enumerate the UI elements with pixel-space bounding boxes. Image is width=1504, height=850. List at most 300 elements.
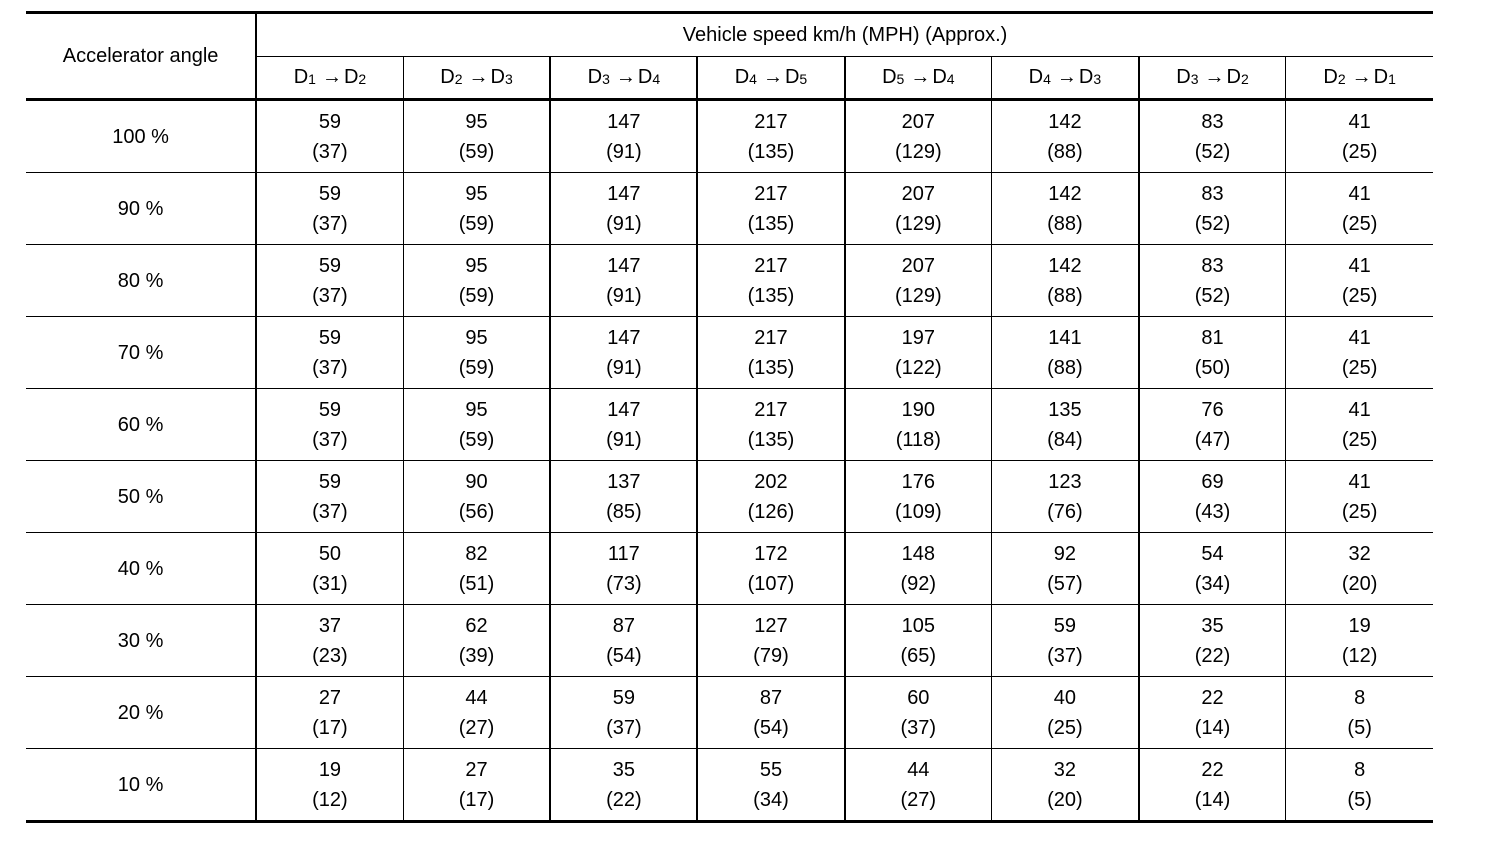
table-row [26,605,1433,677]
speed-kmh: 44 [465,686,488,709]
speed-kmh: 87 [612,614,635,637]
speed-cell [403,461,550,533]
speed-kmh: 37 [318,614,342,637]
table-row [26,461,1433,533]
speed-cell [1139,317,1286,389]
speed-kmh: 8 [1354,758,1366,781]
speed-kmh: 135 [1048,398,1082,421]
speed-cell [1139,245,1286,317]
speed-mph: (14) [1194,716,1231,739]
speed-kmh: 197 [901,326,935,349]
speed-cell [845,605,992,677]
speed-kmh: 172 [754,542,788,565]
shift-arrow: → [910,66,931,89]
shift-to-number: 3 [1093,71,1102,88]
speed-kmh: 87 [759,686,783,709]
shift-to-gear: D [490,66,505,89]
speed-kmh: 142 [1048,110,1082,133]
speed-mph: (135) [747,428,795,451]
speed-mph: (27) [900,788,937,811]
speed-kmh: 217 [754,110,788,133]
speed-mph: (22) [606,788,642,811]
speed-mph: (118) [895,428,941,451]
speed-kmh: 147 [607,182,641,205]
speed-mph: (37) [312,284,348,307]
speed-mph: (25) [1341,500,1378,523]
accelerator-angle-cell: 20 % [26,677,256,749]
table-body [26,100,1433,822]
shift-from-gear: D [587,66,603,89]
accelerator-angle-cell: 50 % [26,461,256,533]
speed-cell [992,245,1139,317]
speed-kmh: 148 [901,542,935,565]
speed-cell [697,245,844,317]
speed-cell [697,749,844,822]
speed-cell [256,245,403,317]
speed-kmh: 207 [901,182,935,205]
speed-kmh: 217 [754,182,788,205]
speed-mph: (135) [747,140,795,163]
speed-cell [992,677,1139,749]
speed-kmh: 22 [1201,758,1224,781]
speed-kmh: 95 [465,182,488,205]
speed-cell [256,749,403,822]
speed-mph: (129) [894,284,942,307]
speed-cell [256,533,403,605]
shift-to-gear: D [343,66,359,89]
speed-mph: (20) [1341,572,1378,595]
shift-to-number: 1 [1388,71,1396,88]
speed-kmh: 40 [1053,686,1077,709]
speed-kmh: 141 [1048,326,1082,349]
speed-cell [697,677,844,749]
speed-kmh: 32 [1348,542,1371,565]
speed-cell [992,389,1139,461]
speed-mph: (85) [606,500,642,523]
speed-cell [550,317,697,389]
speed-kmh: 41 [1348,326,1371,349]
accelerator-angle-cell: 80 % [26,245,256,317]
speed-mph: (107) [747,572,795,595]
speed-cell [697,605,844,677]
shift-header-1 [256,56,403,100]
shift-header-6 [992,56,1139,100]
speed-cell [697,461,844,533]
speed-mph: (135) [747,284,795,307]
speed-kmh: 142 [1048,254,1082,277]
table-row [26,389,1433,461]
speed-mph: (88) [1047,140,1083,163]
shift-arrow: → [1351,66,1372,89]
speed-cell [992,749,1139,822]
speed-cell [697,389,844,461]
shift-to-number: 4 [946,71,955,88]
speed-kmh: 50 [318,542,342,565]
speed-cell [550,461,697,533]
speed-mph: (129) [894,212,942,235]
shift-to-number: 5 [799,71,808,88]
speed-cell [550,173,697,245]
table-row [26,749,1433,822]
speed-kmh: 90 [465,470,488,493]
speed-cell [1286,317,1433,389]
shift-to-number: 3 [504,71,513,88]
speed-mph: (129) [894,140,942,163]
speed-mph: (14) [1194,788,1231,811]
speed-kmh: 59 [318,398,342,421]
speed-cell [845,749,992,822]
speed-cell [697,317,844,389]
speed-mph: (54) [606,644,642,667]
vehicle-speed-header: Vehicle speed km/h (MPH) (Approx.) [256,13,1433,57]
speed-mph: (59) [458,284,495,307]
speed-mph: (91) [606,140,642,163]
speed-mph: (59) [458,212,495,235]
speed-cell [1139,677,1286,749]
speed-kmh: 59 [612,686,635,709]
speed-cell [1286,245,1433,317]
speed-mph: (27) [458,716,495,739]
speed-mph: (79) [753,644,789,667]
table-row [26,245,1433,317]
shift-header-3 [550,56,697,100]
speed-mph: (17) [312,716,348,739]
speed-kmh: 54 [1201,542,1224,565]
shift-from-gear: D [882,66,897,89]
speed-mph: (56) [458,500,495,523]
speed-kmh: 123 [1048,470,1082,493]
accelerator-angle-cell: 70 % [26,317,256,389]
shift-from-gear: D [293,66,309,89]
speed-mph: (57) [1047,572,1083,595]
speed-mph: (91) [606,212,642,235]
speed-cell [256,317,403,389]
accelerator-angle-cell: 40 % [26,533,256,605]
speed-mph: (37) [312,500,348,523]
speed-kmh: 41 [1348,110,1371,133]
accelerator-angle-header: Accelerator angle [26,13,256,100]
speed-kmh: 95 [465,110,488,133]
header-row-top [26,13,1433,57]
speed-mph: (88) [1047,212,1083,235]
speed-mph: (54) [753,716,789,739]
speed-kmh: 190 [901,398,935,421]
shift-from-number: 4 [749,71,757,88]
table-row [26,677,1433,749]
speed-cell [845,100,992,173]
speed-mph: (91) [606,284,642,307]
speed-kmh: 59 [318,254,342,277]
speed-mph: (43) [1194,500,1231,523]
speed-kmh: 62 [465,614,488,637]
speed-mph: (12) [1341,644,1378,667]
speed-kmh: 8 [1354,686,1366,709]
speed-kmh: 83 [1201,110,1224,133]
speed-kmh: 27 [318,686,342,709]
speed-mph: (39) [458,644,495,667]
speed-kmh: 105 [901,614,935,637]
speed-mph: (109) [894,500,942,523]
speed-mph: (37) [900,716,937,739]
speed-cell [256,605,403,677]
speed-kmh: 19 [318,758,342,781]
shift-schedule-table [26,11,1433,823]
speed-kmh: 69 [1201,470,1224,493]
speed-mph: (20) [1047,788,1083,811]
speed-cell [550,533,697,605]
speed-cell [550,245,697,317]
speed-mph: (73) [606,572,642,595]
speed-cell [1139,533,1286,605]
speed-cell [1139,173,1286,245]
speed-kmh: 217 [754,398,788,421]
speed-cell [697,533,844,605]
speed-cell [1139,389,1286,461]
speed-cell [550,389,697,461]
speed-kmh: 83 [1201,254,1224,277]
speed-mph: (37) [312,428,348,451]
speed-cell [992,533,1139,605]
shift-from-gear: D [1176,66,1191,89]
shift-from-number: 4 [1043,71,1051,88]
speed-cell [992,461,1139,533]
speed-mph: (37) [1047,644,1083,667]
shift-from-gear: D [440,66,455,89]
speed-kmh: 95 [465,326,488,349]
speed-cell [992,100,1139,173]
speed-mph: (59) [458,428,495,451]
accelerator-angle-cell: 10 % [26,749,256,822]
accelerator-angle-cell: 30 % [26,605,256,677]
table-row [26,317,1433,389]
speed-kmh: 76 [1201,398,1224,421]
speed-mph: (25) [1341,140,1378,163]
speed-kmh: 147 [607,398,641,421]
speed-kmh: 147 [607,110,641,133]
speed-mph: (25) [1341,428,1378,451]
shift-arrow: → [762,66,783,89]
speed-cell [697,173,844,245]
speed-mph: (34) [1194,572,1231,595]
speed-mph: (5) [1347,716,1372,739]
speed-kmh: 92 [1053,542,1077,565]
shift-to-number: 2 [1240,71,1249,88]
speed-kmh: 32 [1053,758,1077,781]
speed-kmh: 59 [318,182,342,205]
speed-cell [1286,389,1433,461]
speed-cell [403,173,550,245]
speed-mph: (25) [1047,716,1083,739]
speed-mph: (25) [1341,284,1378,307]
speed-kmh: 59 [318,470,342,493]
speed-mph: (12) [312,788,348,811]
shift-to-gear: D [1226,66,1241,89]
shift-from-gear: D [1323,66,1338,89]
speed-cell [550,677,697,749]
speed-kmh: 59 [318,326,342,349]
speed-cell [256,100,403,173]
shift-to-number: 2 [358,71,367,88]
speed-cell [845,317,992,389]
shift-header-8 [1286,56,1433,100]
table-row [26,173,1433,245]
speed-kmh: 59 [318,110,342,133]
speed-cell [845,245,992,317]
speed-cell [403,605,550,677]
speed-mph: (47) [1194,428,1231,451]
speed-kmh: 83 [1201,182,1224,205]
shift-from-number: 3 [1190,71,1199,88]
accelerator-angle-cell: 100 % [26,100,256,173]
speed-mph: (51) [458,572,495,595]
speed-kmh: 127 [754,614,788,637]
speed-kmh: 35 [612,758,635,781]
speed-mph: (135) [747,212,795,235]
speed-kmh: 217 [754,254,788,277]
accelerator-angle-cell: 90 % [26,173,256,245]
shift-arrow: → [321,66,342,89]
speed-kmh: 117 [607,542,640,565]
speed-kmh: 95 [465,254,488,277]
speed-kmh: 41 [1348,254,1371,277]
speed-mph: (5) [1347,788,1372,811]
speed-mph: (34) [753,788,789,811]
speed-cell [845,173,992,245]
speed-cell [1286,533,1433,605]
shift-arrow: → [1056,66,1077,89]
shift-arrow: → [615,66,636,89]
speed-kmh: 137 [607,470,641,493]
shift-to-gear: D [932,66,947,89]
speed-mph: (91) [606,428,642,451]
speed-cell [1286,677,1433,749]
speed-cell [845,677,992,749]
speed-kmh: 41 [1348,182,1371,205]
speed-kmh: 95 [465,398,488,421]
speed-mph: (37) [312,140,348,163]
speed-cell [1286,605,1433,677]
shift-header-2 [403,56,550,100]
speed-cell [403,317,550,389]
speed-cell [1139,605,1286,677]
speed-cell [256,461,403,533]
speed-mph: (17) [458,788,495,811]
speed-mph: (52) [1194,140,1231,163]
table-row [26,100,1433,173]
speed-cell [403,677,550,749]
speed-mph: (25) [1341,356,1378,379]
speed-mph: (52) [1194,284,1231,307]
speed-mph: (88) [1047,284,1083,307]
speed-cell [1286,173,1433,245]
shift-header-5 [845,56,992,100]
speed-cell [256,389,403,461]
speed-mph: (59) [458,356,495,379]
speed-mph: (88) [1047,356,1083,379]
speed-kmh: 217 [754,326,788,349]
speed-cell [550,605,697,677]
shift-from-number: 2 [1337,71,1346,88]
speed-mph: (92) [900,572,937,595]
speed-cell [403,245,550,317]
speed-kmh: 22 [1201,686,1224,709]
speed-kmh: 35 [1201,614,1224,637]
speed-cell [550,749,697,822]
speed-mph: (65) [900,644,937,667]
speed-mph: (59) [458,140,495,163]
shift-to-gear: D [1078,66,1094,89]
speed-mph: (91) [606,356,642,379]
speed-mph: (122) [894,356,942,379]
speed-mph: (37) [606,716,642,739]
speed-mph: (84) [1047,428,1083,451]
speed-kmh: 19 [1348,614,1371,637]
speed-kmh: 207 [901,110,935,133]
shift-from-number: 2 [454,71,463,88]
speed-kmh: 60 [907,686,930,709]
speed-kmh: 27 [465,758,488,781]
shift-from-number: 1 [308,71,316,88]
speed-kmh: 147 [607,326,641,349]
speed-cell [1286,749,1433,822]
speed-cell [256,173,403,245]
speed-kmh: 59 [1053,614,1077,637]
shift-to-number: 4 [652,71,661,88]
speed-kmh: 44 [907,758,930,781]
speed-cell [845,389,992,461]
speed-cell [1139,749,1286,822]
shift-to-gear: D [637,66,653,89]
speed-kmh: 202 [754,470,788,493]
speed-cell [697,100,844,173]
speed-cell [1286,100,1433,173]
speed-kmh: 41 [1348,398,1371,421]
speed-cell [403,100,550,173]
speed-cell [550,100,697,173]
speed-cell [403,749,550,822]
speed-mph: (135) [747,356,795,379]
speed-mph: (22) [1194,644,1231,667]
speed-mph: (76) [1047,500,1083,523]
speed-kmh: 81 [1201,326,1224,349]
shift-to-gear: D [784,66,800,89]
shift-header-4 [697,56,844,100]
speed-cell [403,533,550,605]
speed-kmh: 176 [901,470,935,493]
speed-kmh: 55 [759,758,783,781]
shift-arrow: → [1204,66,1225,89]
speed-cell [1139,461,1286,533]
speed-cell [992,605,1139,677]
accelerator-angle-cell: 60 % [26,389,256,461]
shift-from-number: 5 [896,71,905,88]
speed-mph: (25) [1341,212,1378,235]
speed-mph: (126) [747,500,795,523]
speed-mph: (52) [1194,212,1231,235]
speed-cell [992,317,1139,389]
speed-kmh: 147 [607,254,641,277]
speed-mph: (50) [1194,356,1231,379]
speed-kmh: 41 [1348,470,1371,493]
speed-kmh: 82 [465,542,488,565]
speed-mph: (37) [312,356,348,379]
speed-kmh: 142 [1048,182,1082,205]
table-header [26,13,1433,100]
speed-kmh: 207 [901,254,935,277]
shift-from-number: 3 [602,71,610,88]
speed-cell [845,533,992,605]
speed-mph: (37) [312,212,348,235]
